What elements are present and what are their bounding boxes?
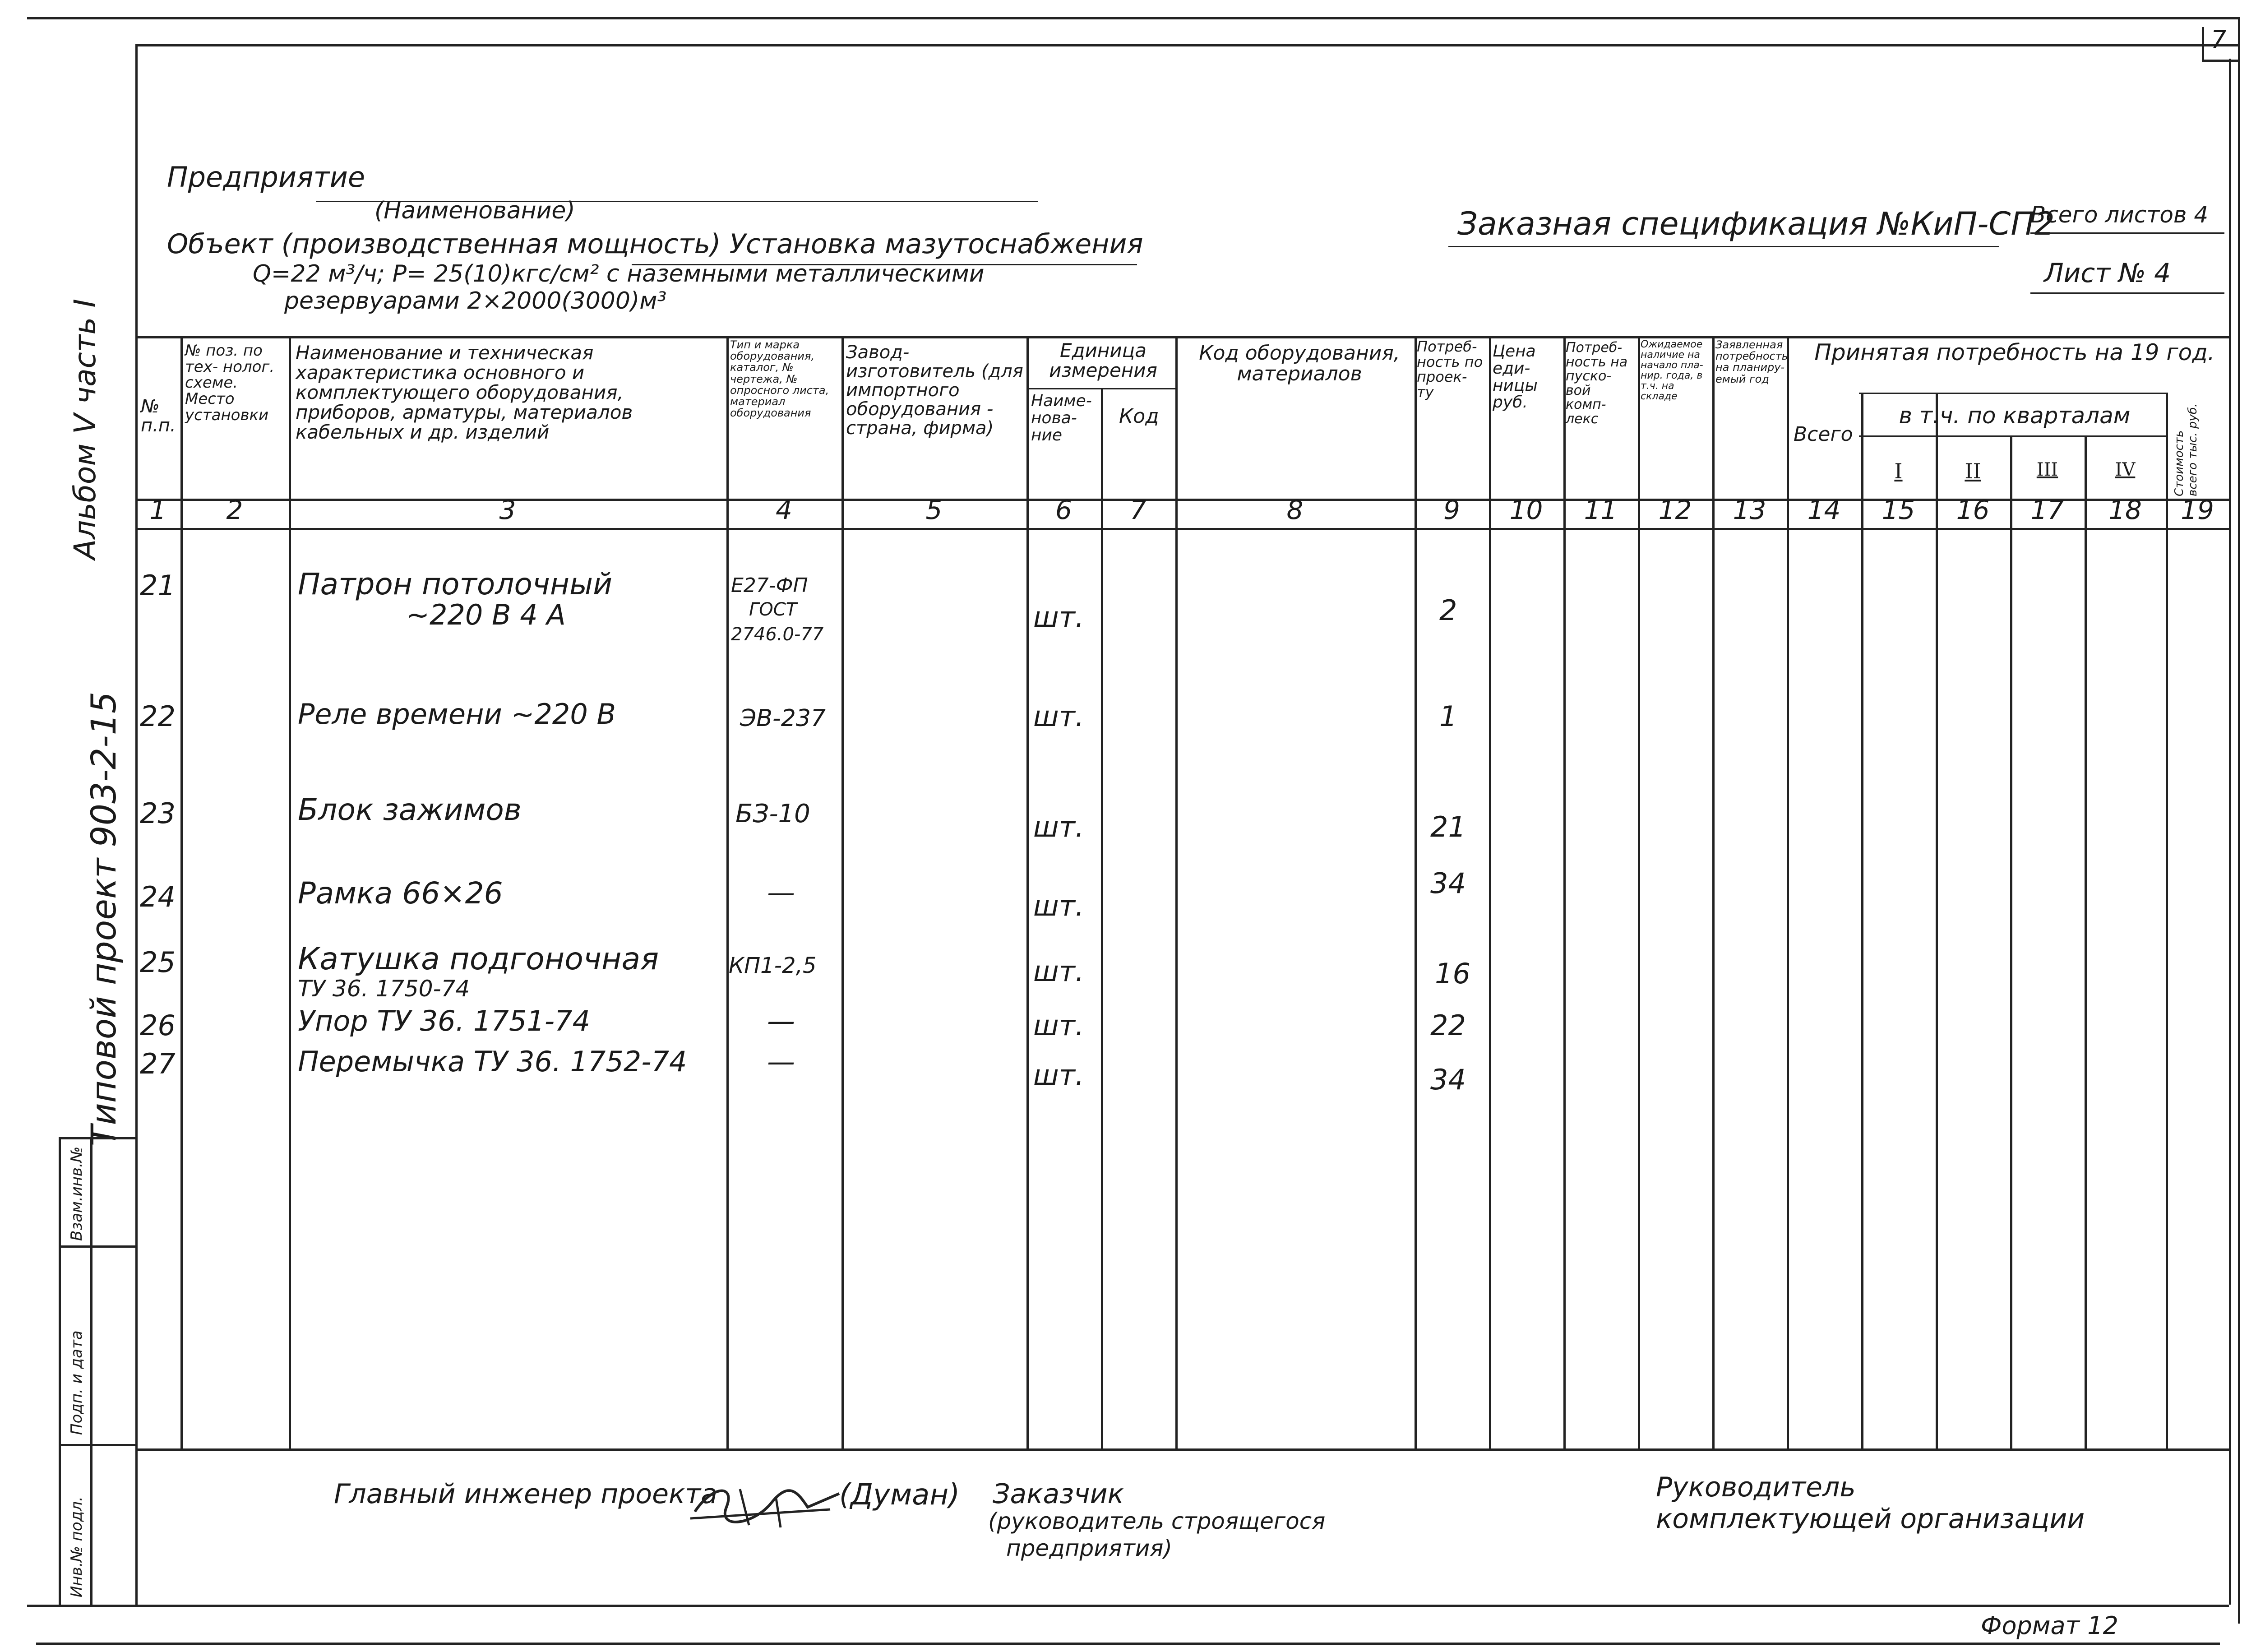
row-25-unit: шт. [1033, 955, 1084, 988]
col-header-14: Всего [1794, 423, 1853, 446]
signature-icon [686, 1476, 848, 1534]
col-header-3: Наименование и техническая характеристика основного и комплектующего оборудования, приборов, арматуры, материалов кабельных и др. изделий [296, 342, 633, 444]
col-num-3: 3 [499, 495, 516, 525]
row-22-type: ЭВ-237 [740, 705, 826, 732]
col-num-4: 4 [776, 495, 792, 525]
col-num-2: 2 [226, 495, 243, 525]
col-header-19: Стоимость всего тыс. руб. [2173, 403, 2200, 496]
table-bottom [135, 1448, 2229, 1451]
row-21-qty: 2 [1439, 594, 1457, 627]
params-line: Q=22 м³/ч; P= 25(10)кгс/см² с наземными металлическими [253, 260, 985, 287]
row-23-name: Блок зажимов [298, 792, 522, 827]
spec-title: Заказная спецификация №КиП-СП2 [1457, 205, 2055, 242]
col-header-13: Заявленная потребность на планиру- емый год [1715, 338, 1788, 385]
col-num-10: 10 [1509, 495, 1543, 525]
row-21-unit: шт. [1033, 601, 1084, 634]
row-26-name: Упор ТУ 36. 1751-74 [298, 1004, 591, 1037]
col-num-9: 9 [1443, 495, 1460, 525]
inv-replace-cell: Взам.инв.№ [68, 1146, 86, 1241]
row-25-qty: 16 [1435, 957, 1470, 990]
row-24-type: — [767, 876, 795, 909]
top-border [27, 17, 2238, 19]
row-27-qty: 34 [1430, 1063, 1466, 1096]
col-num-5: 5 [925, 495, 943, 525]
col-header-12: Ожидаемое наличие на начало пла- нир. года, в т.ч. на складе [1641, 339, 1703, 403]
col-header-5: Завод-изготовитель (для импортного оборудования - страна, фирма) [846, 342, 1023, 439]
naming-hint: (Наименование) [374, 197, 575, 224]
col-num-11: 11 [1584, 495, 1618, 525]
row-21-type3: 2746.0-77 [731, 624, 824, 645]
col-header-18: IV [2115, 459, 2136, 480]
col-header-11: Потреб- ность на пуско- вой комп- лекс [1566, 340, 1628, 427]
numbers-row-bottom [135, 528, 2229, 530]
col-num-15: 15 [1882, 495, 1915, 525]
object-line: Объект (производственная мощность) Установка мазутоснабжения [167, 228, 1143, 260]
row-27-name: Перемычка ТУ 36. 1752-74 [298, 1045, 687, 1078]
row-24-name: Рамка 66×26 [298, 876, 503, 911]
col-header-7: Код [1119, 405, 1159, 428]
row-22-unit: шт. [1033, 700, 1084, 733]
col-header-8: Код оборудования, материалов [1199, 342, 1400, 386]
col-header-2: № поз. по тех- нолог. схеме. Место установки [185, 342, 275, 424]
format-label: Формат 12 [1981, 1611, 2118, 1640]
row-22-qty: 1 [1439, 700, 1457, 733]
row-22-n: 22 [140, 700, 176, 733]
col-num-19: 19 [2181, 495, 2214, 525]
col-num-6: 6 [1055, 495, 1072, 525]
frame-right [2229, 59, 2231, 1605]
row-21-type: Е27-ФП [731, 574, 808, 597]
row-21-name: Патрон потолочный [298, 567, 612, 602]
project-label: Типовой проект 903-2-15 [83, 691, 124, 1146]
col-header-6: Наиме- нова- ние [1031, 392, 1092, 444]
col-num-13: 13 [1733, 495, 1766, 525]
row-23-unit: шт. [1033, 810, 1084, 843]
bottom-outer [36, 1643, 2220, 1645]
customer-sub2: предприятия) [1006, 1535, 1172, 1561]
row-25-type: КП1-2,5 [729, 953, 817, 978]
sheet-number: 7 [2211, 25, 2227, 54]
col-header-9: Потреб- ность по проек- ту [1417, 338, 1483, 401]
row-24-unit: шт. [1033, 889, 1084, 922]
row-26-type: — [767, 1004, 795, 1037]
row-23-type: БЗ-10 [735, 799, 810, 828]
row-21-n: 21 [140, 569, 176, 602]
row-25-name: Катушка подгоночная [298, 941, 659, 977]
sheet-no: Лист № 4 [2044, 258, 2171, 288]
col-header-16: II [1965, 459, 1981, 483]
col-num-12: 12 [1658, 495, 1692, 525]
row-26-qty: 22 [1430, 1009, 1466, 1042]
col-num-18: 18 [2108, 495, 2142, 525]
col-header-4: Тип и марка оборудования, каталог, № чертежа, № опросного листа, материал оборудования [730, 338, 829, 420]
accepted-group-header: Принятая потребность на 19 год. [1814, 339, 2215, 366]
by-quarters-header: в т.ч. по кварталам [1899, 403, 2131, 429]
col-header-15: I [1894, 459, 1903, 483]
supplier-sub: комплектующей организации [1656, 1503, 2085, 1535]
total-sheets: Всего листов 4 [2030, 202, 2209, 228]
row-25-n: 25 [140, 946, 176, 979]
col-header-10: Цена еди- ницы руб. [1493, 342, 1538, 412]
row-24-qty: 34 [1430, 867, 1466, 900]
supplier-label: Руководитель [1656, 1472, 1856, 1503]
chief-engineer-label: Главный инженер проекта [334, 1478, 717, 1510]
col-num-16: 16 [1956, 495, 1990, 525]
col-num-17: 17 [2030, 495, 2064, 525]
col-num-8: 8 [1286, 495, 1304, 525]
sign-date-cell: Подп. и дата [68, 1330, 86, 1435]
unit-group-header: Единица измерения [1049, 339, 1157, 382]
col-header-17: III [2036, 459, 2058, 480]
row-23-n: 23 [140, 797, 176, 830]
row-25-name2: ТУ 36. 1750-74 [298, 976, 470, 1002]
row-27-n: 27 [140, 1047, 176, 1080]
row-26-n: 26 [140, 1009, 176, 1042]
row-21-type2: ГОСТ [749, 599, 797, 620]
row-24-n: 24 [140, 880, 176, 913]
row-21-name2: ~220 В 4 А [406, 598, 566, 631]
row-23-qty: 21 [1430, 810, 1466, 843]
frame-bottom [27, 1605, 2229, 1607]
right-outer-border [2238, 17, 2240, 1624]
chief-engineer-name: (Думан) [839, 1478, 960, 1512]
album-label: Альбом V часть I [68, 299, 102, 560]
frame-top [135, 44, 2238, 46]
row-27-unit: шт. [1033, 1059, 1084, 1092]
col-num-7: 7 [1130, 495, 1146, 525]
row-27-type: — [767, 1045, 795, 1078]
frame-left [135, 44, 138, 1605]
table-top [135, 336, 2229, 338]
enterprise-label: Предприятие [167, 161, 365, 194]
tanks-line: резервуарами 2×2000(3000)м³ [284, 287, 667, 315]
col-header-1: № п.п. [141, 396, 176, 436]
col-num-1: 1 [149, 495, 166, 525]
row-22-name: Реле времени ~220 В [298, 698, 616, 731]
col-num-14: 14 [1807, 495, 1841, 525]
customer-label: Заказчик [993, 1478, 1124, 1510]
row-26-unit: шт. [1033, 1009, 1084, 1042]
inv-original-cell: Инв.№ подл. [68, 1496, 86, 1597]
customer-sub: (руководитель строящегося [988, 1508, 1326, 1534]
